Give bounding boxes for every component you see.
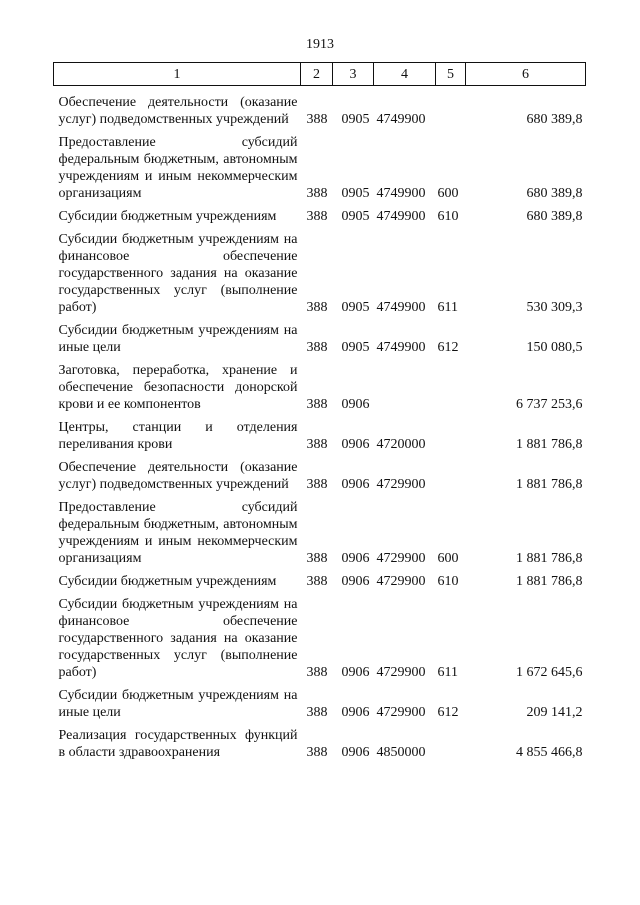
row-grbs: 388: [306, 477, 328, 492]
row-amount: 209 141,2: [526, 705, 583, 720]
row-grbs: 388: [306, 300, 328, 315]
row-section: 0906: [341, 437, 370, 452]
row-section: 0905: [341, 300, 370, 315]
row-article: 4720000: [376, 437, 426, 452]
row-section: 0905: [341, 340, 370, 355]
table-row: [54, 322, 586, 362]
row-expense-type: [436, 86, 466, 135]
table-body: [54, 86, 586, 768]
row-section: 0906: [341, 745, 370, 760]
row-expense-type: 600: [437, 186, 459, 201]
row-amount: 1 881 786,8: [516, 551, 583, 566]
row-section: 0905: [341, 209, 370, 224]
row-amount: 680 389,8: [526, 186, 583, 201]
row-name: Центры, станции и отделения переливания крови: [58, 420, 298, 452]
header-col-3: 3: [333, 63, 374, 86]
row-expense-type: 610: [437, 209, 459, 224]
row-amount: 1 881 786,8: [516, 477, 583, 492]
table-row: [54, 208, 586, 231]
row-name: Предоставление субсидий федеральным бюджетным, автономным учреждениям и иным некоммерческим организациям: [58, 500, 298, 566]
budget-table: [53, 62, 586, 767]
row-grbs: 388: [306, 397, 328, 412]
header-col-5: 5: [436, 63, 466, 86]
row-amount: 1 672 645,6: [516, 665, 583, 680]
row-expense-type: [436, 419, 466, 459]
row-amount: 150 080,5: [526, 340, 583, 355]
row-expense-type: [436, 459, 466, 499]
row-grbs: 388: [306, 112, 328, 127]
table-header: [54, 63, 586, 86]
row-expense-type: 611: [437, 300, 458, 315]
row-article: 4729900: [376, 477, 426, 492]
row-name: Обеспечение деятельности (оказание услуг) подведомственных учреждений: [58, 460, 298, 492]
row-section: 0906: [341, 705, 370, 720]
row-expense-type: 611: [437, 665, 458, 680]
row-amount: 4 855 466,8: [516, 745, 583, 760]
table-row: [54, 687, 586, 727]
header-row: [54, 63, 586, 86]
row-name: Субсидии бюджетным учреждениям: [58, 209, 277, 224]
row-section: 0906: [341, 397, 370, 412]
row-grbs: 388: [306, 665, 328, 680]
row-expense-type: 600: [437, 551, 459, 566]
row-name: Субсидии бюджетным учреждениям: [58, 574, 277, 589]
row-grbs: 388: [306, 745, 328, 760]
row-name: Субсидии бюджетным учреждениям на иные цели: [58, 323, 298, 355]
row-grbs: 388: [306, 551, 328, 566]
table-row: [54, 573, 586, 596]
row-name: Предоставление субсидий федеральным бюджетным, автономным учреждениям и иным некоммерческим организациям: [58, 135, 298, 201]
row-article: 4729900: [376, 665, 426, 680]
row-article: 4729900: [376, 551, 426, 566]
row-article: 4749900: [376, 340, 426, 355]
row-expense-type: [436, 727, 466, 767]
row-name: Обеспечение деятельности (оказание услуг) подведомственных учреждений: [58, 95, 298, 127]
row-amount: 1 881 786,8: [516, 574, 583, 589]
row-article: 4749900: [376, 300, 426, 315]
table-row: [54, 134, 586, 208]
row-section: 0905: [341, 112, 370, 127]
row-name: Заготовка, переработка, хранение и обеспечение безопасности донорской крови и ее компонентов: [58, 363, 298, 412]
row-section: 0906: [341, 574, 370, 589]
table-row: [54, 362, 586, 419]
row-grbs: 388: [306, 437, 328, 452]
row-amount: 1 881 786,8: [516, 437, 583, 452]
row-grbs: 388: [306, 705, 328, 720]
header-col-1: 1: [54, 63, 301, 86]
table-row: [54, 459, 586, 499]
table-row: [54, 727, 586, 767]
row-expense-type: 610: [437, 574, 459, 589]
row-amount: 530 309,3: [526, 300, 583, 315]
row-name: Субсидии бюджетным учреждениям на иные цели: [58, 688, 298, 720]
row-amount: 680 389,8: [526, 112, 583, 127]
row-article: 4850000: [376, 745, 426, 760]
row-expense-type: 612: [437, 705, 459, 720]
header-col-4: 4: [374, 63, 436, 86]
row-article: 4729900: [376, 705, 426, 720]
row-name: Субсидии бюджетным учреждениям на финансовое обеспечение государственного задания на оказание государственных услуг (выполнение работ): [58, 232, 298, 315]
row-article: 4729900: [376, 574, 426, 589]
row-grbs: 388: [306, 186, 328, 201]
header-col-2: 2: [301, 63, 333, 86]
row-grbs: 388: [306, 340, 328, 355]
row-amount: 6 737 253,6: [516, 397, 583, 412]
row-article: 4749900: [376, 112, 426, 127]
header-col-6: 6: [466, 63, 586, 86]
table-row: [54, 419, 586, 459]
row-section: 0906: [341, 551, 370, 566]
row-name: Реализация государственных функций в области здравоохранения: [58, 728, 298, 760]
table-row: [54, 596, 586, 687]
row-grbs: 388: [306, 209, 328, 224]
table-row: [54, 231, 586, 322]
row-expense-type: 612: [437, 340, 459, 355]
table-row: [54, 499, 586, 573]
row-section: 0905: [341, 186, 370, 201]
row-article: 4749900: [376, 209, 426, 224]
page-number: 1913: [306, 37, 334, 52]
row-article: [374, 362, 436, 419]
table-row: [54, 86, 586, 135]
row-article: 4749900: [376, 186, 426, 201]
row-grbs: 388: [306, 574, 328, 589]
row-section: 0906: [341, 477, 370, 492]
row-name: Субсидии бюджетным учреждениям на финансовое обеспечение государственного задания на оказание государственных услуг (выполнение работ): [58, 597, 298, 680]
row-expense-type: [436, 362, 466, 419]
row-amount: 680 389,8: [526, 209, 583, 224]
row-section: 0906: [341, 665, 370, 680]
